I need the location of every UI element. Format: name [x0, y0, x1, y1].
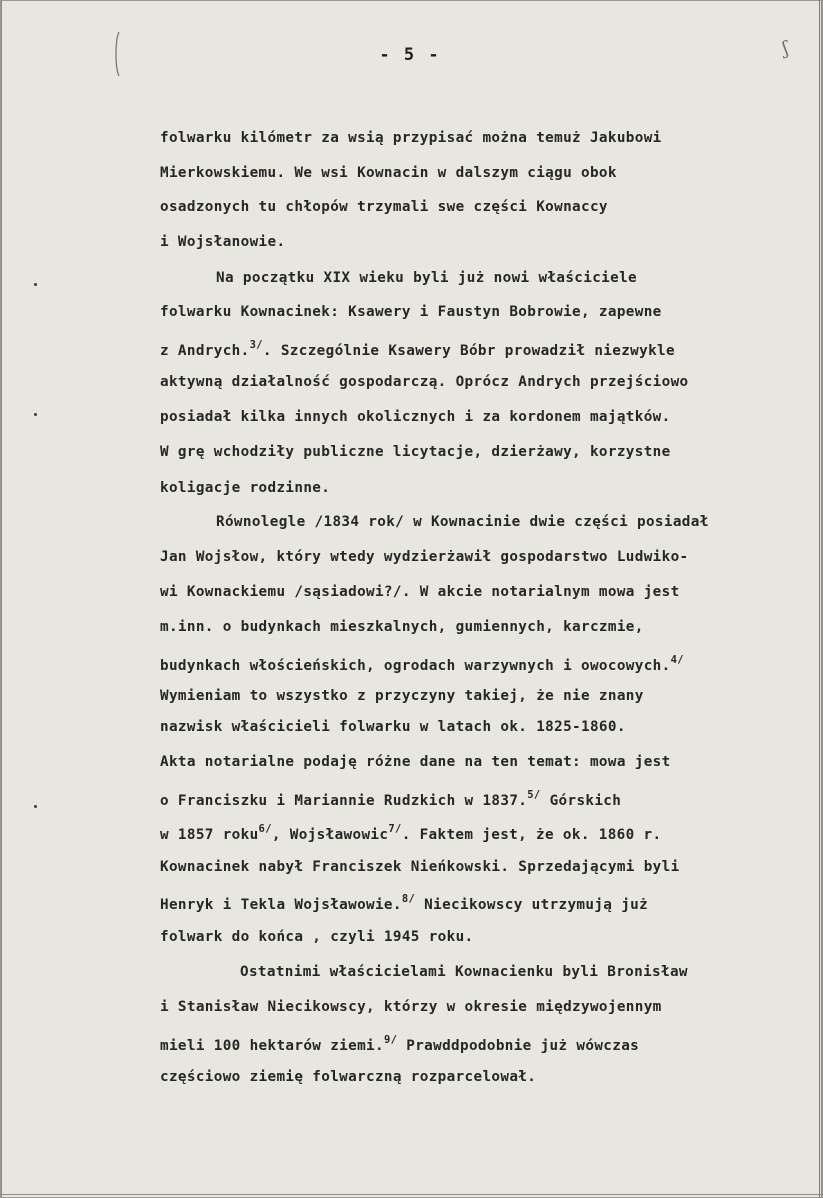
- page-edge: [819, 0, 820, 1198]
- page-edge-bottom: [0, 1194, 823, 1195]
- text-line: [160, 789, 621, 809]
- text-line: częściowo ziemię folwarczną rozparcelował.: [160, 1069, 537, 1085]
- text-line: Ostatnimi właścicielami Kownacienku byli Bronisław: [240, 964, 688, 980]
- text-segment: o Franciszku i Mariannie Rudzkich w 1837.: [160, 793, 528, 809]
- text-segment: w 1857 roku: [160, 827, 259, 843]
- text-line: [160, 1034, 639, 1054]
- footnote-ref: 3/: [249, 339, 263, 351]
- text-line: folwarku kilómetr za wsią przypisać można temuż Jakubowi: [160, 130, 662, 146]
- text-segment: z Andrych.: [160, 343, 250, 359]
- footnote-ref: 8/: [401, 893, 416, 905]
- footnote-ref: 4/: [670, 654, 684, 666]
- text-segment: , Wojsławowic: [271, 827, 389, 843]
- text-segment: Henryk i Tekla Wojsławowie.: [160, 897, 402, 913]
- text-line: folwarku Kownacinek: Ksawery i Faustyn Bobrowie, zapewne: [160, 304, 662, 320]
- margin-dot: [34, 413, 37, 416]
- text-line: [160, 339, 675, 359]
- text-line: Akta notarialne podaję różne dane na ten temat: mowa jest: [160, 754, 671, 770]
- text-line: W grę wchodziły publiczne licytacje, dzierżawy, korzystne: [160, 444, 671, 460]
- text-line: Na początku XIX wieku byli już nowi właściciele: [216, 270, 637, 286]
- text-line: koligacje rodzinne.: [160, 480, 331, 496]
- text-line: [160, 893, 648, 913]
- text-line: folwark do końca , czyli 1945 roku.: [160, 929, 474, 945]
- text-segment: mieli 100 hektarów ziemi.: [160, 1038, 384, 1054]
- text-segment: Niecikowscy utrzymują już: [415, 897, 649, 913]
- text-segment: Górskich: [540, 793, 622, 809]
- page-number: - 5 -: [379, 45, 441, 65]
- text-line: nazwisk właścicieli folwarku w latach ok. 1825-1860.: [160, 719, 626, 735]
- handwritten-corner-mark: ʃ: [780, 37, 791, 60]
- text-line: Mierkowskiemu. We wsi Kownacin w dalszym ciągu obok: [160, 165, 617, 181]
- text-line: [160, 823, 661, 843]
- text-line: posiadał kilka innych okolicznych i za kordonem majątków.: [160, 409, 671, 425]
- text-line: Równolegle /1834 rok/ w Kownacinie dwie części posiadał: [216, 514, 709, 530]
- footnote-ref: 5/: [527, 789, 541, 801]
- text-line: Jan Wojsłow, który wtedy wydzierżawił gospodarstwo Ludwiko-: [160, 549, 689, 565]
- text-line: m.inn. o budynkach mieszkalnych, gumiennych, karczmie,: [160, 619, 644, 635]
- margin-dot: [34, 283, 37, 286]
- text-line: i Wojsłanowie.: [160, 234, 286, 250]
- footnote-ref: 6/: [258, 823, 272, 835]
- text-line: aktywną działalność gospodarczą. Oprócz Andrych przejściowo: [160, 374, 689, 390]
- margin-dot: [34, 805, 37, 808]
- text-segment: . Faktem jest, że ok. 1860 r.: [401, 827, 662, 843]
- footnote-ref: 9/: [383, 1034, 398, 1046]
- text-line: wi Kownackiemu /sąsiadowi?/. W akcie notarialnym mowa jest: [160, 584, 680, 600]
- footnote-ref: 7/: [388, 823, 402, 835]
- text-line: i Stanisław Niecikowscy, którzy w okresie międzywojennym: [160, 999, 662, 1015]
- text-line: osadzonych tu chłopów trzymali swe części Kownaccy: [160, 199, 608, 215]
- text-segment: Prawddpodobnie już wówczas: [397, 1038, 640, 1054]
- text-segment: budynkach włościeńskich, ogrodach warzywnych i owocowych.: [160, 658, 671, 674]
- text-segment: . Szczególnie Ksawery Bóbr prowadził niezwykle: [262, 343, 675, 359]
- text-line: Kownacinek nabył Franciszek Nieńkowski. Sprzedającymi byli: [160, 859, 680, 875]
- text-line: Wymieniam to wszystko z przyczyny takiej, że nie znany: [160, 688, 644, 704]
- margin-bracket-mark: [112, 30, 122, 78]
- text-line: [160, 654, 684, 674]
